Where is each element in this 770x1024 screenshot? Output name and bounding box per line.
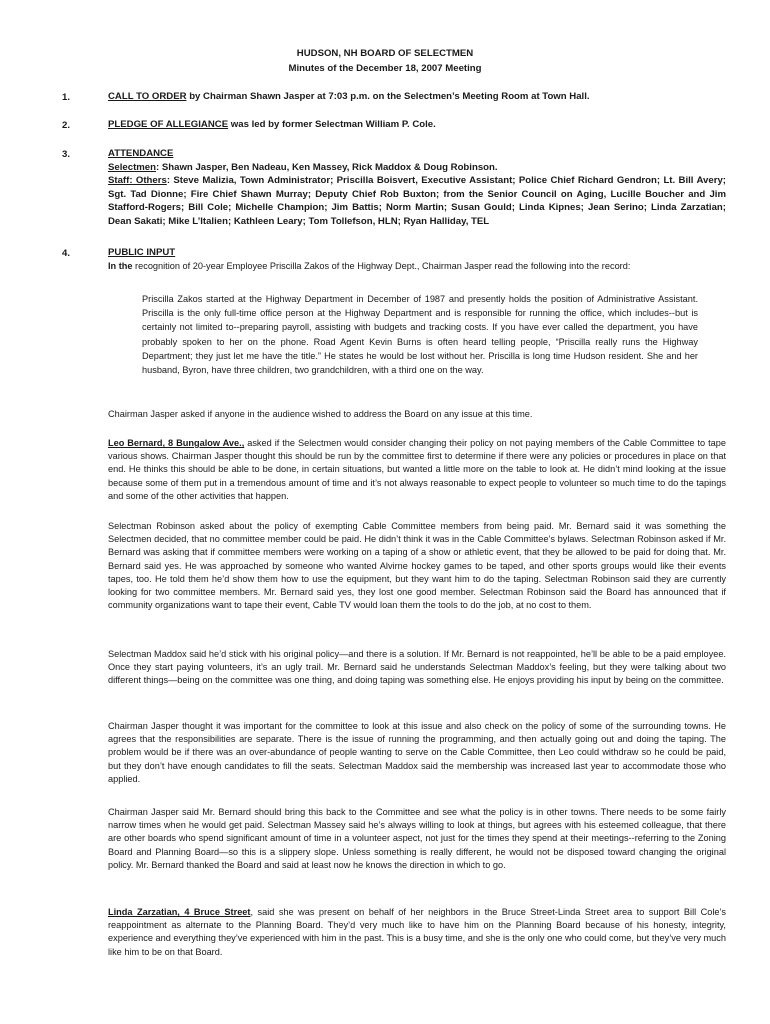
- paragraph-audience: Chairman Jasper asked if anyone in the audience wished to address the Board on any issue at this time.: [108, 409, 533, 419]
- paragraph-zarzatian: [108, 906, 726, 959]
- selectmen-label: Selectmen: [108, 161, 156, 173]
- item-number-3: 3.: [62, 149, 71, 160]
- public-input-heading: PUBLIC INPUT: [108, 247, 176, 258]
- staff-list: : Steve Malizia, Town Administrator; Priscilla Boisvert, Executive Assistant; Police Chief Richard Gendron; Lt. Bill Avery; Sgt. Tad Dionne; Fire Chief Shawn Murray; Deputy Chief Rob Buxton; from the Senior Council on Aging, Lucille Boucher and Jim Stafford-Rogers; Bill Cole; Michelle Champion; Jim Battis; Norm Martin; Susan Gould; Linda Kipnes; Jean Serino; Linda Zarzatian; Dean Sakati; Mike L’Italien; Kathleen Leary; Tom Tollefson, HLN; Ryan Halliday, TEL: [108, 175, 726, 227]
- public-input-intro-bold: In the: [108, 260, 133, 271]
- item-number-2: 2.: [62, 120, 71, 131]
- attendance-staff: [108, 174, 726, 228]
- pledge-text: was led by former Selectman William P. Cole.: [228, 119, 436, 130]
- item-public-input: [108, 246, 726, 273]
- recognition-quote: Priscilla Zakos started at the Highway Department in December of 1987 and presently holds the position of Administrative Assistant. Priscilla is the only full-time office person at the Highway Department and is responsible for running the office, which includes--but is certainly not limited to--preparing payroll, assisting with budgets and tracking costs. If you have ever called the department, you have probably spoken to her on the phone. Road Agent Kevin Burns is often heard telling people, “Priscilla really runs the Highway Department; they just let me have the title.” He states he would be lost without her. Priscilla is long time Hudson resident. She and her husband, Byron, have three children, two grandchildren, with a third one on the way.: [142, 294, 698, 376]
- call-to-order-text: by Chairman Shawn Jasper at 7:03 p.m. on the Selectmen’s Meeting Room at Town Hall.: [186, 91, 590, 102]
- paragraph-jasper-1: Chairman Jasper thought it was important for the committee to look at this issue and also check on the policy of some of the surrounding towns. He agrees that the responsibilities are separate. There is the issue of running the programming, and then actually going out and doing the taping. The problem would be if there was an over-abundance of people wanting to serve on the Cable Committee, then Leo could withdraw so he could be paid, but they don’t have enough candidates to fill the seats. Selectman Maddox said the membership was increased last year to accommodate those who applied.: [108, 721, 726, 784]
- attendance-selectmen: [108, 161, 726, 175]
- selectmen-list: : Shawn Jasper, Ben Nadeau, Ken Massey, Rick Maddox & Doug Robinson.: [156, 161, 498, 173]
- public-input-intro-text: recognition of 20-year Employee Priscilla Zakos of the Highway Dept., Chairman Jasper read the following into the record:: [132, 260, 631, 271]
- item-pledge: [108, 118, 726, 132]
- paragraph-robinson: Selectman Robinson asked about the policy of exempting Cable Committee members from being paid. Mr. Bernard said it was something the Selectmen decided, that no committee member could be paid. He didn’t think it was in the Cable Committee’s bylaws. Selectman Robinson asked if Mr. Bernard was asking that if committee members were working on a taping of a show or athletic event, that they be allowed to be paid for doing that. Mr. Bernard said yes. He was approached by someone who wanted Alvirne hockey games to be taped, and other sports groups would like their events tapes, too. He told them he’d show them how to use the equipment, but they want him to do the taping. Selectman Robinson said they are currently looking for two committee members. Mr. Bernard said yes, they lost one good member. Selectman Robinson said the Board has announced that if community organizations want to tape their event, Cable TV would loan them the tools to do the job, at no cost to them.: [108, 521, 726, 611]
- zarzatian-text: , said she was present on behalf of her neighbors in the Bruce Street-Linda Street area to support Bill Cole’s reappointment as alternate to the Planning Board. They’d very much like to have him on the Planning Board because of his honesty, integrity, experience and everything they’ve experienced with him in the past. This is a busy time, and she is the only one who could come, but they’ve very much like him to be on that Board.: [108, 907, 726, 957]
- paragraph-bernard: [108, 437, 726, 503]
- paragraph-jasper-2: Chairman Jasper said Mr. Bernard should bring this back to the Committee and see what the policy is in other towns. There needs to be some fairly narrow times when he would get paid. Selectman Massey said he’s always willing to look at things, but agrees with his esteemed colleague, that there are other boards who spend significant amount of time in a volunteer aspect, not just for the times they spend at their meetings--referring to the Zoning Board and Planning Board—so this is a slippery slope. Unless something is really different, he would not be disposed toward changing the original policy. Mr. Bernard thanked the Board and said at least now he knows the direction in which to go.: [108, 807, 726, 870]
- item-number-1: 1.: [62, 92, 71, 103]
- item-number-4: 4.: [62, 248, 71, 259]
- speaker-bernard: Leo Bernard, 8 Bungalow Ave.,: [108, 438, 245, 448]
- document-subtitle: Minutes of the December 18, 2007 Meeting: [288, 63, 482, 74]
- item-attendance: [108, 147, 726, 228]
- staff-label: Staff: Others: [108, 175, 167, 186]
- public-input-intro: [108, 260, 726, 274]
- attendance-heading: ATTENDANCE: [108, 148, 174, 159]
- document-title: HUDSON, NH BOARD OF SELECTMEN: [296, 48, 474, 59]
- bernard-text: asked if the Selectmen would consider changing their policy on not paying members of the Cable Committee to tape various shows. Chairman Jasper thought this should be run by the committee first to determine if there were any policies or procedures in place on that end. He thinks this should be able to be done, in certain situations, but wanted a little more on the table to look at. He didn’t mind looking at the issue because some of them put in a tremendous amount of time and it’s not always reasonable to expect people to volunteer so much time to do the tapings and some of the other activities that happen.: [108, 438, 726, 501]
- pledge-heading: PLEDGE OF ALLEGIANCE: [108, 119, 229, 130]
- speaker-zarzatian: Linda Zarzatian, 4 Bruce Street: [108, 907, 251, 917]
- call-to-order-heading: CALL TO ORDER: [108, 91, 187, 102]
- paragraph-maddox: Selectman Maddox said he’d stick with his original policy—and there is a solution. If Mr. Bernard is not reappointed, he’ll be able to be a paid employee. Once they start paying volunteers, it’s an ugly trail. Mr. Bernard said he understands Selectman Maddox’s feeling, but they were talking about two different things—being on the committee was one thing, and doing taping was something else. He enjoys providing his input by being on the committee.: [108, 649, 726, 686]
- item-call-to-order: [108, 90, 726, 104]
